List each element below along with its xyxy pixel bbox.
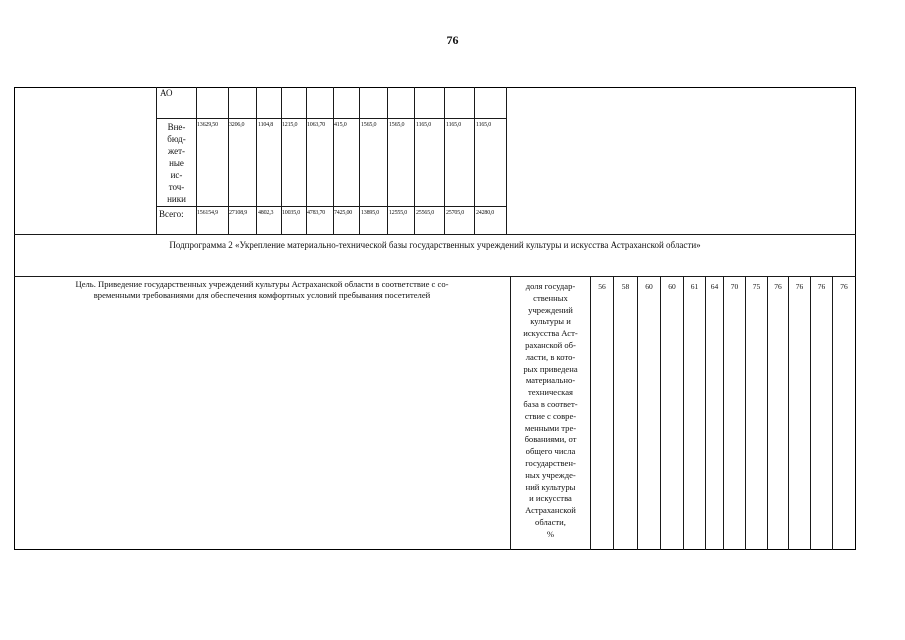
row-label-ao: АО xyxy=(160,88,173,98)
offbudget-value: 1565,0 xyxy=(361,122,377,128)
goal-value: 64 xyxy=(710,282,719,291)
goal-value: 76 xyxy=(774,282,782,291)
col-line-lower xyxy=(767,276,768,550)
total-value: 27108,9 xyxy=(229,210,248,216)
offbudget-value: 415,0 xyxy=(334,122,347,128)
total-value: 10035,0 xyxy=(282,210,301,216)
upper-section-bottom xyxy=(14,234,856,235)
table-right-border xyxy=(855,87,856,550)
col-line-upper xyxy=(256,87,257,235)
total-value: 4783,70 xyxy=(307,210,326,216)
col-line-upper xyxy=(359,87,360,235)
row-label-total: Всего: xyxy=(159,209,184,219)
col-line-upper xyxy=(474,87,475,235)
col-line-lower xyxy=(745,276,746,550)
goal-value: 58 xyxy=(621,282,630,291)
offbudget-value: 1063,70 xyxy=(307,122,326,128)
col-line-upper xyxy=(506,87,507,235)
goal-value: 61 xyxy=(690,282,699,291)
table-bottom-border xyxy=(14,549,856,550)
total-value: 12555,0 xyxy=(389,210,408,216)
col-line-lower xyxy=(723,276,724,550)
col-line-lower xyxy=(613,276,614,550)
col-line-lower xyxy=(810,276,811,550)
col-line-lower xyxy=(683,276,684,550)
row-line-ao-bottom xyxy=(156,118,506,119)
goal-value: 70 xyxy=(730,282,739,291)
subprogram-title: Подпрограмма 2 «Укрепление материально-технической базы государственных учреждений культуры и искусства Астраханской области» xyxy=(169,240,701,250)
total-value: 24280,0 xyxy=(476,210,495,216)
page-number: 76 xyxy=(446,33,459,47)
row-label-offbudget: Вне- бюд- жет- ные ис- точ- ники xyxy=(167,122,186,204)
col-line-upper xyxy=(444,87,445,235)
total-value: 7425,00 xyxy=(334,210,353,216)
col-line-lower xyxy=(832,276,833,550)
offbudget-value: 13629,50 xyxy=(197,122,218,128)
offbudget-value: 1215,0 xyxy=(282,122,298,128)
offbudget-value: 1104,8 xyxy=(258,122,274,128)
offbudget-value: 1165,0 xyxy=(446,122,462,128)
goal-text: Цель. Приведение государственных учреждений культуры Астраханской области в соответствие с со- временными требованиями для обеспечения комфортных условий пребывания посетителей xyxy=(75,279,449,300)
table-left-border xyxy=(14,87,15,550)
col-line-lower xyxy=(637,276,638,550)
total-value: 25705,0 xyxy=(446,210,465,216)
col-line-upper xyxy=(387,87,388,235)
goal-value: 56 xyxy=(598,282,606,291)
goal-value: 76 xyxy=(817,282,826,291)
total-value: 4802,3 xyxy=(258,210,274,216)
col-line-upper xyxy=(414,87,415,235)
goal-value: 60 xyxy=(668,282,676,291)
table-top-border xyxy=(14,87,856,88)
goal-value: 75 xyxy=(752,282,761,291)
col-line-lower xyxy=(788,276,789,550)
goal-indicator: доля государ- ственных учреждений культуры и искусства Аст- раханской об- ласти, в кото- рых приведена материально- техническая база в соответ- ствие с совре- менными тре- бованиями, от общего числа государствен- ных учрежде- ний культуры и искусства Астраханской области, % xyxy=(523,281,578,539)
offbudget-value: 1165,0 xyxy=(476,122,492,128)
total-value: 13895,0 xyxy=(361,210,380,216)
offbudget-value: 1165,0 xyxy=(416,122,432,128)
offbudget-value: 3206,0 xyxy=(229,122,245,128)
col-line-lower xyxy=(590,276,591,550)
goal-value: 60 xyxy=(645,282,653,291)
subprogram-row-bottom xyxy=(14,276,856,277)
col-line-lower xyxy=(705,276,706,550)
total-value: 156154,9 xyxy=(197,210,218,216)
total-value: 25565,0 xyxy=(416,210,435,216)
goal-value: 76 xyxy=(795,282,804,291)
col-line-lower xyxy=(660,276,661,550)
offbudget-value: 1565,0 xyxy=(389,122,405,128)
row-line-offbudget-bottom xyxy=(156,206,506,207)
goal-value: 76 xyxy=(840,282,848,291)
